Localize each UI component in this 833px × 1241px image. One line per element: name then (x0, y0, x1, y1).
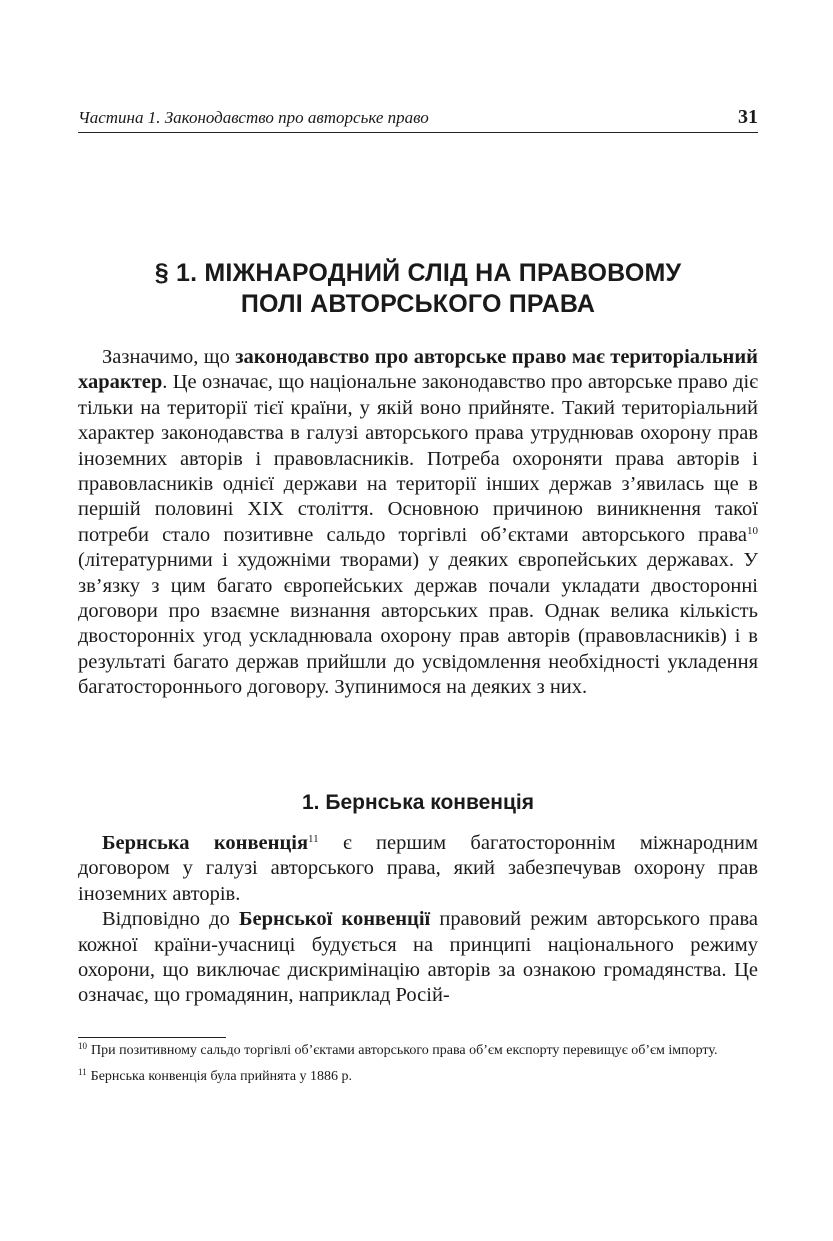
intro-paragraph (78, 345, 758, 701)
footnote-mark: 11 (78, 1067, 87, 1077)
running-header (78, 106, 758, 133)
berne-p1-text: є першим багатостороннім міжнародним договором у галузі авторського права, який забезпечував охорону прав іноземних авторів. (78, 832, 758, 905)
intro-bold-term: законодавство про авторське право має територіальний характер (78, 346, 758, 394)
berne-paragraph-1 (78, 831, 758, 907)
footnote-11 (78, 1068, 758, 1086)
intro-text (78, 345, 758, 701)
footnotes (78, 1042, 758, 1094)
running-title: Частина 1. Законодавство про авторське право (78, 108, 429, 127)
berne-bold-term: Бернська конвенція (102, 832, 309, 854)
intro-text-2: . Це означає, що національне законодавство про авторське право діє тільки на території тієї країни, у якій воно прийняте. Такий територіальний характер законодавства в галузі авторського права утруднював охорону прав іноземних авторів і правовласників. Потреба охороняти права авторів і правовласників однієї держави на території інших держав з’явилась ще в першій половині XIX століття. Основною причиною виникнення такої потреби стало позитивне сальдо торгівлі об’єктами авторського права (78, 371, 758, 546)
intro-text-1: Зазначимо, що (102, 346, 236, 368)
berne-p2-text-2: правовий режим авторського права кожної країни-учасниці будується на принципі національного режиму охорони, що виключає дискримінацію авторів за ознакою громадянства. Це означає, що громадянин, наприклад Росій- (78, 908, 758, 1007)
footnote-ref-11[interactable]: 11 (308, 833, 319, 845)
berne-p2-bold-term: Бернської конвенції (239, 908, 431, 931)
footnote-divider (78, 1037, 226, 1038)
subsection-heading: 1. Бернська конвенція (302, 791, 534, 814)
footnote-10 (78, 1042, 758, 1060)
section-heading-line-2: ПОЛІ АВТОРСЬКОГО ПРАВА (240, 290, 596, 318)
intro-text-3: (літературними і художніми творами) у деяких європейських державах. У зв’язку з цим багато європейських держав почали укладати двосторонні договори про взаємне визнання авторських прав. Однак велика кількість двосторонніх угод ускладнювала охорону прав авторів (правовласників) і в результаті багато держав прийшли до усвідомлення необхідності укладення багатостороннього договору. Зупинимося на деяких з них. (78, 549, 758, 699)
berne-p2-text-1: Відповідно до (102, 908, 239, 931)
footnote-ref-10[interactable]: 10 (747, 524, 758, 537)
section-heading-line-1: § 1. МІЖНАРОДНИЙ СЛІД НА ПРАВОВОМУ (154, 259, 682, 287)
footnote-mark: 10 (78, 1041, 87, 1051)
berne-paragraph-2 (78, 907, 758, 1009)
berne-text (78, 831, 758, 1009)
section-heading (78, 258, 758, 320)
footnote-text: Бернська конвенція була прийнята у 1886 р. (90, 1069, 353, 1084)
page-number: 31 (738, 106, 758, 128)
footnote-text: При позитивному сальдо торгівлі об’єктами авторського права об’єм експорту перевищує об’єм імпорту. (91, 1043, 718, 1058)
